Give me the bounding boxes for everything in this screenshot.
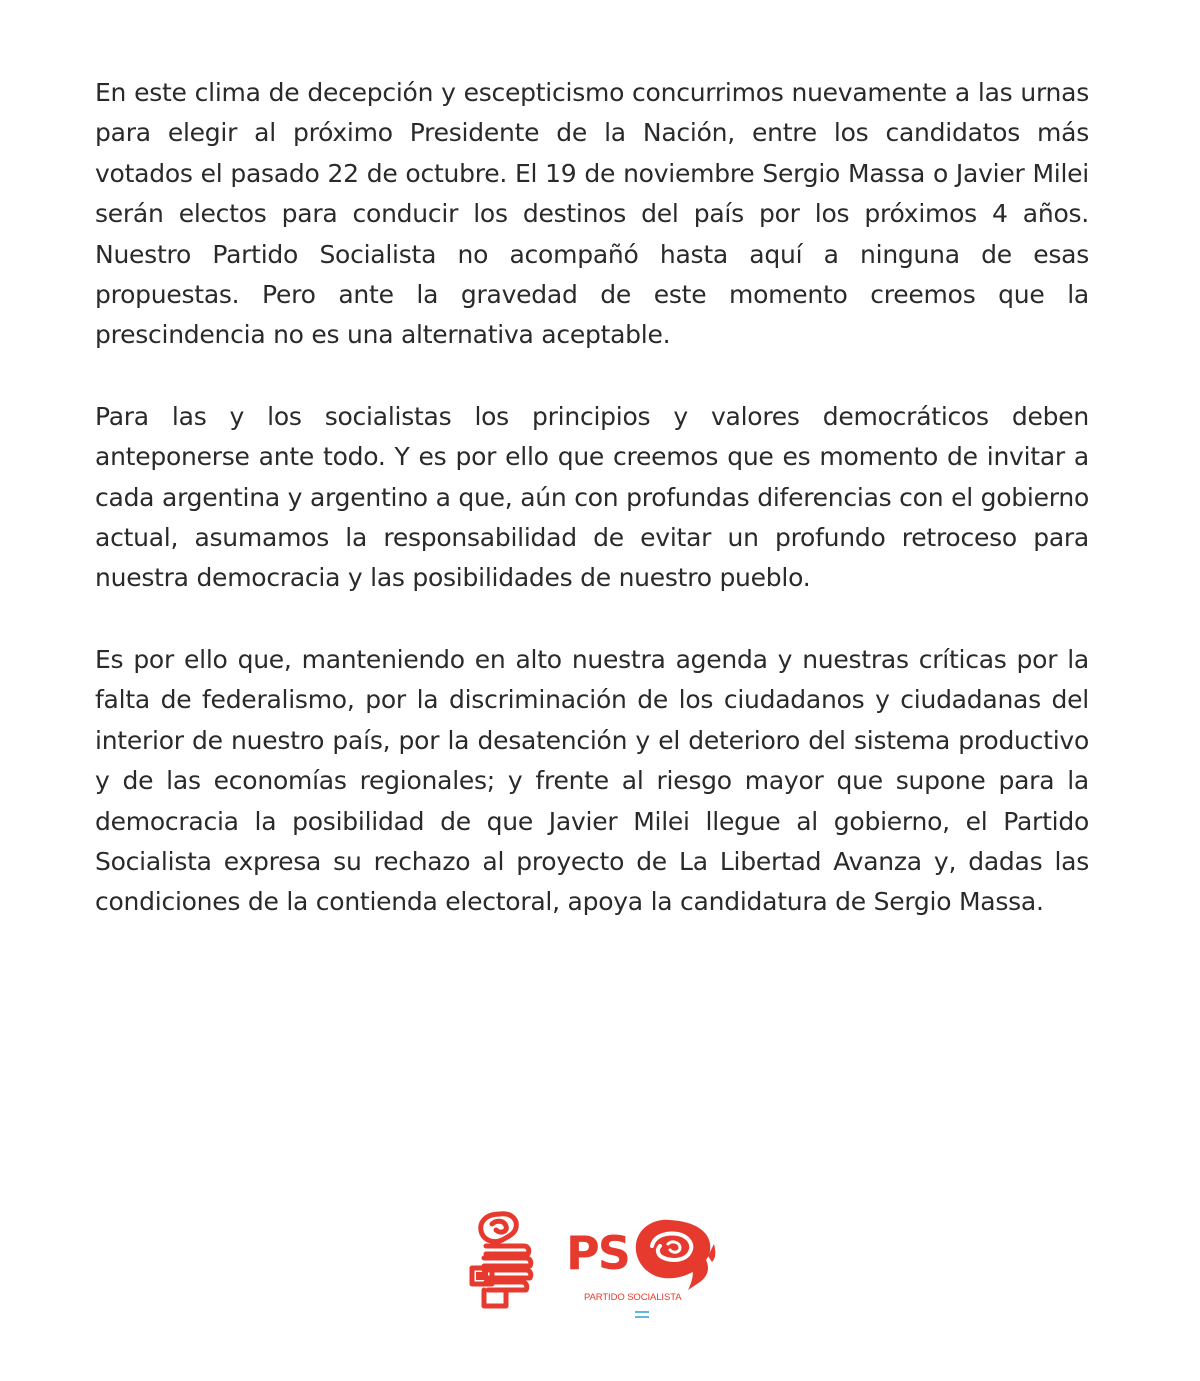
ps-logo [562, 1210, 722, 1325]
ps-caption: PARTIDO SOCIALISTA [584, 1292, 682, 1303]
ps-letters: PS [566, 1226, 629, 1280]
paragraph-2: Para las y los socialistas los principios y valores democráticos deben anteponerse ante todo. Y es por ello que creemos que es momento de invitar a cada argentina y argentino a que, aún con profundas diferencias con el gobierno actual, asumamos la responsabilidad de evitar un profundo retroceso para nuestra democracia y las posibilidades de nuestro pueblo. [95, 401, 1089, 593]
document-body [95, 73, 1089, 964]
paragraph-3: Es por ello que, manteniendo en alto nuestra agenda y nuestras críticas por la falta de federalismo, por la discriminación de los ciudadanos y ciudadanas del interior de nuestro país, por la desatención y el deterioro del sistema productivo y de las economías regionales; y frente al riesgo mayor que supone para la democracia la posibilidad de que Javier Milei llegue al gobierno, el Partido Socialista expresa su rechazo al proyecto de La Libertad Avanza y, dadas las condiciones de la contienda electoral, apoya la candidatura de Sergio Massa. [95, 644, 1089, 917]
logo-footer [462, 1210, 722, 1330]
paragraph-1: En este clima de decepción y escepticismo concurrimos nuevamente a las urnas para elegir al próximo Presidente de la Nación, entre los candidatos más votados el pasado 22 de octubre. El 19 de noviembre Sergio Massa o Javier Milei serán electos para conducir los destinos del país por los próximos 4 años. Nuestro Partido Socialista no acompañó hasta aquí a ninguna de esas propuestas. Pero ante la gravedad de este momento creemos que la prescindencia no es una alternativa aceptable. [95, 78, 1089, 350]
rose-icon [628, 1216, 718, 1292]
fist-rose-icon [462, 1210, 538, 1310]
argentina-flag-icon [634, 1310, 650, 1320]
